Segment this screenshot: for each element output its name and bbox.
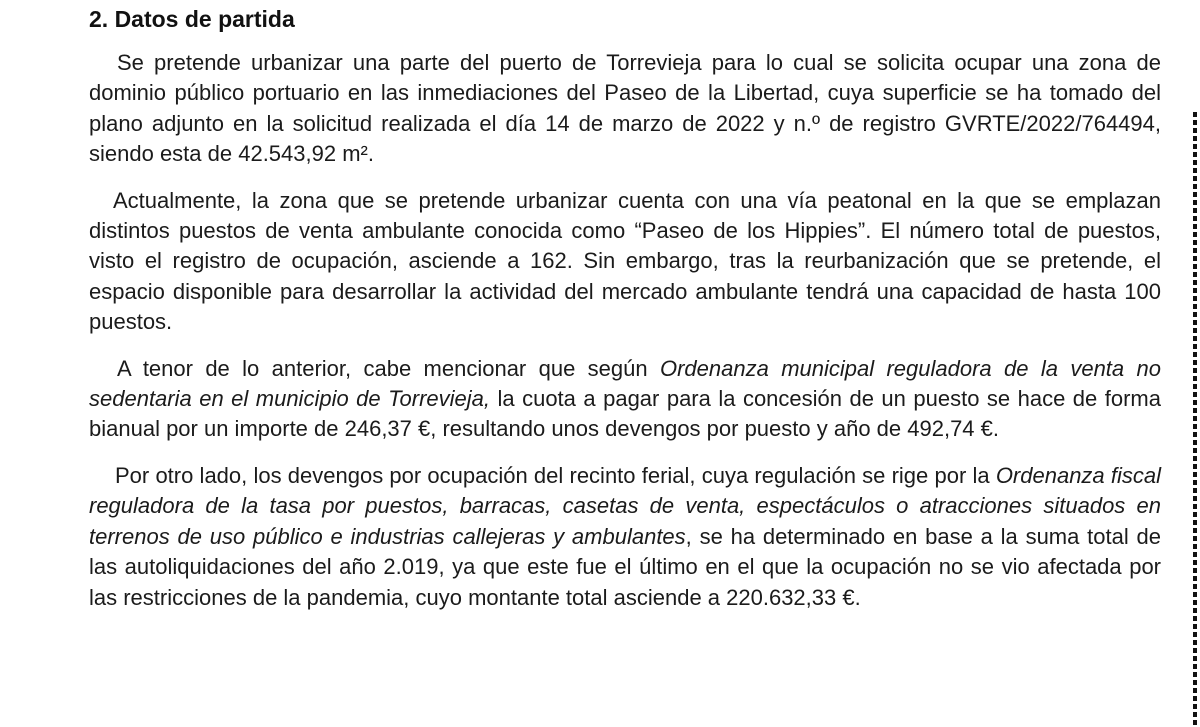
section-heading: 2. Datos de partida — [89, 6, 295, 32]
paragraph-text: , se ha determinado en base a la suma total de las autoliquidaciones del año 2.019, ya que este fue el último en el que la ocupación no se vio afectada por las restricciones de la pandemia, cuyo montante total asciende a 220.632,33 €. — [89, 523, 1161, 610]
paragraph-text: Por otro lado, los devengos por ocupación del recinto ferial, cuya regulación se rige por la — [115, 462, 996, 488]
document-page — [89, 0, 1161, 613]
paragraph-municipal-ordinance — [89, 354, 1161, 445]
scan-dotted-edge — [1193, 112, 1197, 727]
paragraph-text: Se pretende urbanizar una parte del puerto de Torrevieja para lo cual se solicita ocupar una zona de dominio público portuario en las inmediaciones del Paseo de la Libertad, cuya superficie se ha tomado del plano adjunto en la solicitud realizada el día 14 de marzo de 2022 y n.º de registro GVRTE/2022/764494, siendo esta de 42.543,92 m². — [89, 50, 1161, 167]
paragraph-current-stalls — [89, 186, 1161, 338]
paragraph-urbanization-area — [89, 48, 1161, 170]
paragraph-fairground-fees — [89, 461, 1161, 613]
fiscal-ordinance-title-italic: Ordenanza fiscal reguladora de la tasa por puestos, barracas, casetas de venta, espectáculos o atracciones situados en terrenos de uso público e industrias callejeras y ambulantes — [89, 462, 1161, 549]
ordinance-title-italic: Ordenanza municipal reguladora de la venta no sedentaria en el municipio de Torrevieja, — [89, 355, 1161, 412]
paragraph-text: la cuota a pagar para la concesión de un puesto se hace de forma bianual por un importe de 246,37 €, resultando unos devengos por puesto y año de 492,74 €. — [89, 386, 1161, 442]
paragraph-text: A tenor de lo anterior, cabe mencionar que según — [117, 355, 660, 381]
paragraph-text: Actualmente, la zona que se pretende urbanizar cuenta con una vía peatonal en la que se emplazan distintos puestos de venta ambulante conocida como “Paseo de los Hippies”. El número total de puestos, visto el registro de ocupación, asciende a 162. Sin embargo, tras la reurbanización que se pretende, el espacio disponible para desarrollar la actividad del mercado ambulante tendrá una capacidad de hasta 100 puestos. — [89, 187, 1161, 335]
